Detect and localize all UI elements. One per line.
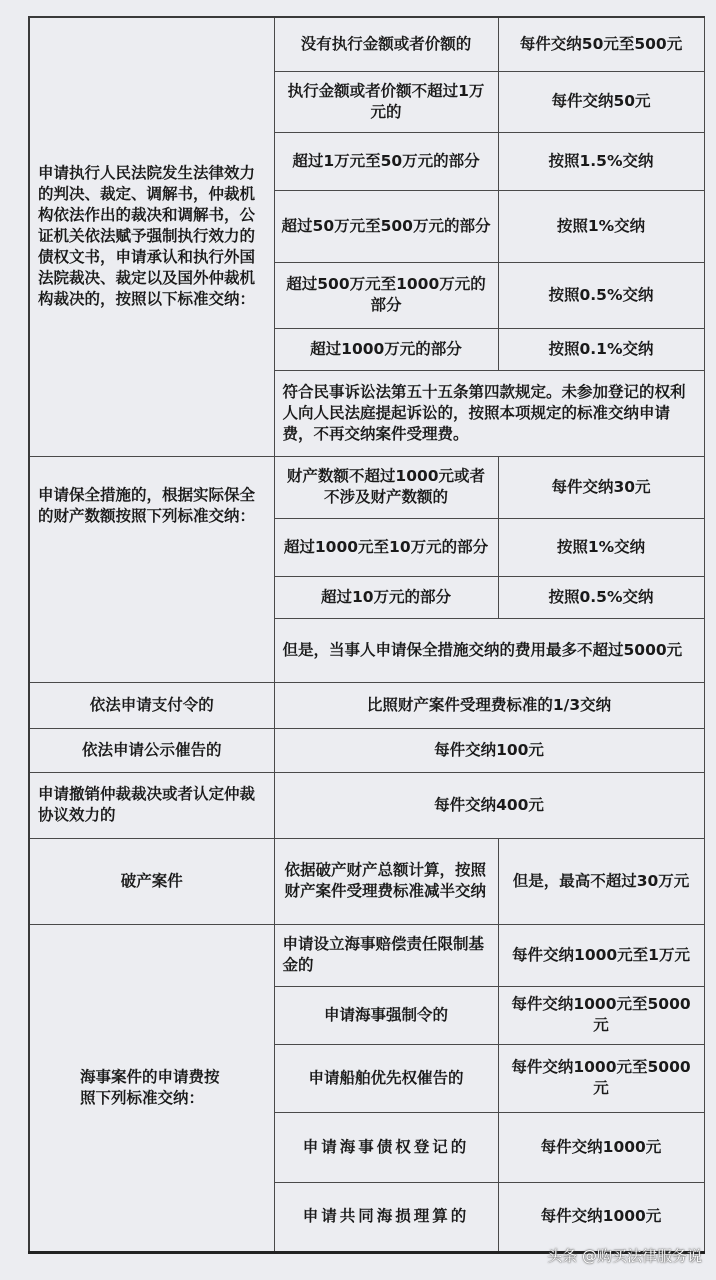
fee-cell: 按照1%交纳 (498, 518, 704, 576)
condition-cell: 超过1万元至50万元的部分 (274, 132, 498, 190)
payment-order-label: 依法申请支付令的 (29, 682, 274, 728)
fee-cell: 每件交纳50元 (498, 71, 704, 132)
table-row (29, 728, 704, 772)
condition-cell: 申请共同海损理算的 (274, 1182, 498, 1252)
arbitration-fee: 每件交纳400元 (274, 772, 704, 838)
fee-table (28, 16, 705, 1254)
public-notice-fee: 每件交纳100元 (274, 728, 704, 772)
condition-cell: 申请船舶优先权催告的 (274, 1044, 498, 1112)
fee-cell: 每件交纳1000元至5000元 (498, 1044, 704, 1112)
maritime-label: 海事案件的申请费按照下列标准交纳： (29, 924, 274, 1252)
arbitration-label: 申请撤销仲裁裁决或者认定仲裁协议效力的 (29, 772, 274, 838)
condition-cell: 超过1000万元的部分 (274, 328, 498, 370)
execution-note: 符合民事诉讼法第五十五条第四款规定。未参加登记的权利人向人民法庭提起诉讼的，按照本项规定的标准交纳申请费，不再交纳案件受理费。 (274, 370, 704, 456)
bankruptcy-condition: 依据破产财产总额计算，按照财产案件受理费标准减半交纳 (274, 838, 498, 924)
payment-order-fee: 比照财产案件受理费标准的1/3交纳 (274, 682, 704, 728)
execution-label: 申请执行人民法院发生法律效力的判决、裁定、调解书，仲裁机构依法作出的裁决和调解书，公证机关依法赋予强制执行效力的债权文书，申请承认和执行外国法院裁决、裁定以及国外仲裁机构裁决的，按照以下标准交纳： (29, 17, 274, 456)
condition-cell: 申请设立海事赔偿责任限制基金的 (274, 924, 498, 986)
condition-cell: 财产数额不超过1000元或者不涉及财产数额的 (274, 456, 498, 518)
fee-cell: 每件交纳50元至500元 (498, 17, 704, 71)
condition-cell: 申请海事债权登记的 (274, 1112, 498, 1182)
fee-cell: 按照0.5%交纳 (498, 262, 704, 328)
fee-cell: 每件交纳30元 (498, 456, 704, 518)
condition-cell: 超过50万元至500万元的部分 (274, 190, 498, 262)
fee-cell: 每件交纳1000元至1万元 (498, 924, 704, 986)
watermark: 头条 @购买法律服务说 (547, 1247, 702, 1265)
condition-cell: 申请海事强制令的 (274, 986, 498, 1044)
table-row (29, 838, 704, 924)
bankruptcy-fee: 但是，最高不超过30万元 (498, 838, 704, 924)
condition-cell: 超过10万元的部分 (274, 576, 498, 618)
fee-cell: 按照0.1%交纳 (498, 328, 704, 370)
table-row (29, 924, 704, 986)
bankruptcy-label: 破产案件 (29, 838, 274, 924)
condition-cell: 超过1000元至10万元的部分 (274, 518, 498, 576)
table-row (29, 456, 704, 518)
fee-cell: 按照1%交纳 (498, 190, 704, 262)
condition-cell: 执行金额或者价额不超过1万元的 (274, 71, 498, 132)
public-notice-label: 依法申请公示催告的 (29, 728, 274, 772)
table-row (29, 682, 704, 728)
preservation-note: 但是，当事人申请保全措施交纳的费用最多不超过5000元 (274, 618, 704, 682)
condition-cell: 没有执行金额或者价额的 (274, 17, 498, 71)
fee-cell: 每件交纳1000元 (498, 1112, 704, 1182)
fee-cell: 每件交纳1000元 (498, 1182, 704, 1252)
table-row (29, 17, 704, 71)
preservation-label: 申请保全措施的，根据实际保全的财产数额按照下列标准交纳： (29, 456, 274, 682)
condition-cell: 超过500万元至1000万元的部分 (274, 262, 498, 328)
fee-cell: 按照0.5%交纳 (498, 576, 704, 618)
fee-cell: 每件交纳1000元至5000元 (498, 986, 704, 1044)
table-row (29, 772, 704, 838)
fee-cell: 按照1.5%交纳 (498, 132, 704, 190)
